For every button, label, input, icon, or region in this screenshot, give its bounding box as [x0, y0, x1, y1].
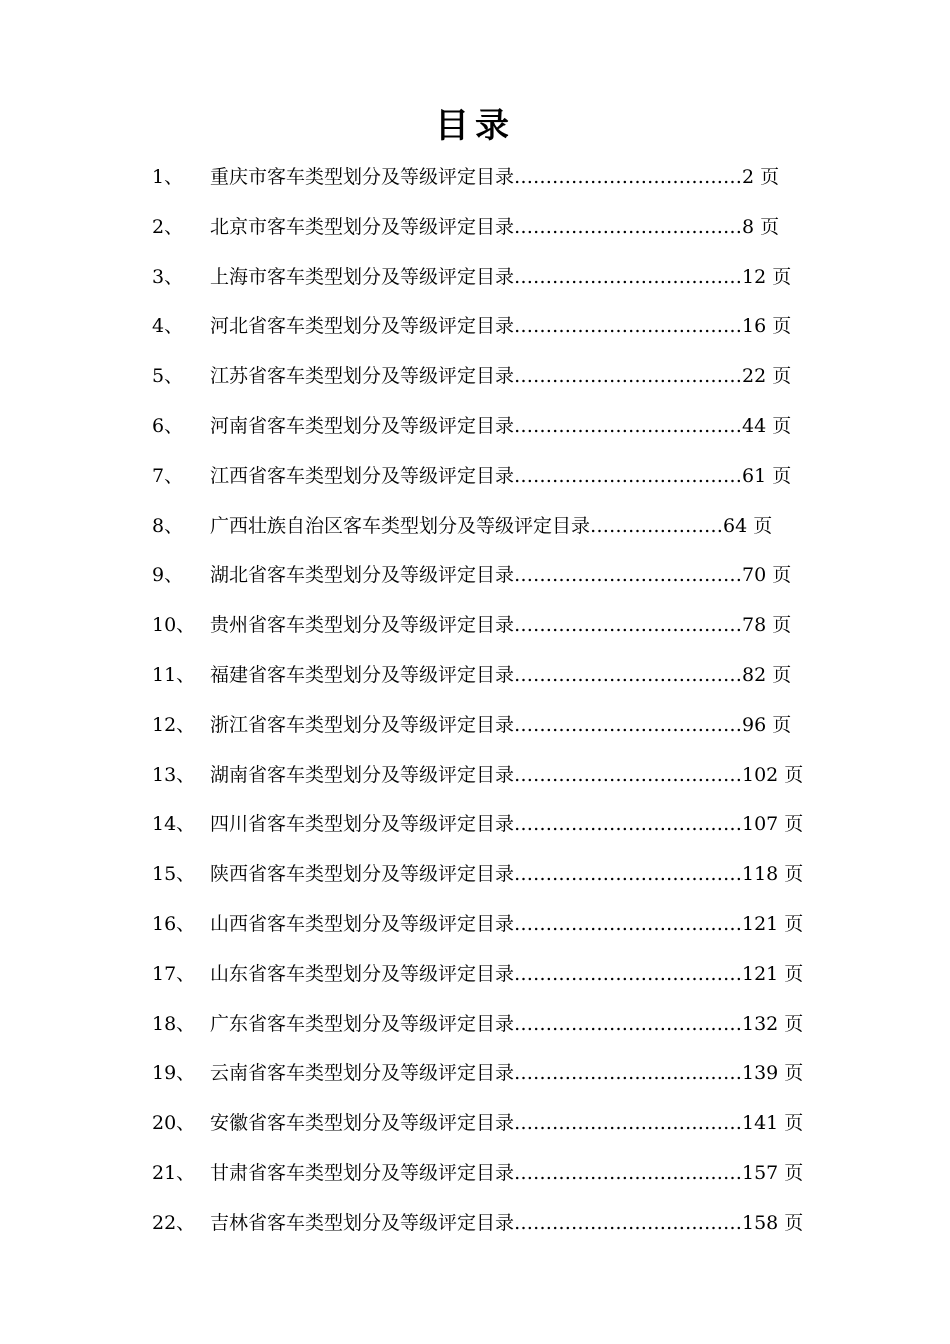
- toc-entry: [0, 1156, 950, 1190]
- toc-entry-text: 湖南省客车类型划分及等级评定目录………………………………102 页: [210, 763, 804, 786]
- toc-entry-text: 江苏省客车类型划分及等级评定目录………………………………22 页: [210, 365, 792, 388]
- toc-entry-text: 吉林省客车类型划分及等级评定目录………………………………158 页: [210, 1211, 804, 1234]
- toc-entry: [0, 1056, 950, 1090]
- toc-entry-number: 20、: [152, 1112, 196, 1135]
- toc-entry: [0, 210, 950, 244]
- toc-entry-text: 上海市客车类型划分及等级评定目录………………………………12 页: [210, 265, 792, 288]
- toc-entry-number: 11、: [152, 664, 196, 686]
- toc-entry-number: 17、: [152, 962, 196, 985]
- toc-entry-number: 18、: [152, 1012, 196, 1035]
- toc-entry-text: 云南省客车类型划分及等级评定目录………………………………139 页: [210, 1062, 804, 1085]
- toc-entry: [0, 1106, 950, 1140]
- toc-entry-text: 湖北省客车类型划分及等级评定目录………………………………70 页: [210, 564, 792, 587]
- toc-entry-text: 广西壮族自治区客车类型划分及等级评定目录…………………64 页: [210, 514, 773, 537]
- toc-entry-number: 9、: [152, 564, 184, 587]
- toc-entry-number: 6、: [152, 415, 184, 437]
- toc-entry-text: 江西省客车类型划分及等级评定目录………………………………61 页: [210, 464, 792, 487]
- toc-entry-number: 3、: [152, 265, 184, 288]
- toc-entry-text: 北京市客车类型划分及等级评定目录………………………………8 页: [210, 215, 780, 238]
- toc-entry: [0, 558, 950, 592]
- toc-entry-text: 安徽省客车类型划分及等级评定目录………………………………141 页: [210, 1112, 804, 1135]
- toc-entry-number: 15、: [152, 863, 196, 886]
- toc-entry: [0, 459, 950, 493]
- toc-entry-number: 4、: [152, 315, 184, 338]
- toc-entry: [0, 509, 950, 543]
- toc-entry-number: 22、: [152, 1211, 196, 1234]
- toc-entry: [0, 260, 950, 294]
- toc-entry-text: 重庆市客车类型划分及等级评定目录………………………………2 页: [210, 166, 780, 188]
- toc-entry-text: 福建省客车类型划分及等级评定目录………………………………82 页: [210, 664, 792, 686]
- toc-entry-number: 5、: [152, 365, 184, 388]
- toc-entry-number: 13、: [152, 763, 196, 786]
- toc-entry-number: 14、: [152, 813, 196, 836]
- toc-entry-number: 2、: [152, 215, 184, 238]
- toc-entry: [0, 608, 950, 642]
- toc-entry: [0, 160, 950, 194]
- toc-entry-number: 8、: [152, 514, 184, 537]
- page-title: 目录: [435, 106, 515, 146]
- toc-entry: [0, 857, 950, 891]
- toc-entry-text: 山西省客车类型划分及等级评定目录………………………………121 页: [210, 913, 804, 935]
- toc-entry-text: 四川省客车类型划分及等级评定目录………………………………107 页: [210, 813, 804, 836]
- toc-entry-text: 广东省客车类型划分及等级评定目录………………………………132 页: [210, 1012, 804, 1035]
- toc-entry: [0, 359, 950, 393]
- toc-entry: [0, 1007, 950, 1041]
- toc-entry-number: 21、: [152, 1162, 196, 1184]
- toc-entry: [0, 658, 950, 692]
- toc-entry-number: 12、: [152, 713, 196, 736]
- toc-entry-text: 贵州省客车类型划分及等级评定目录………………………………78 页: [210, 614, 792, 637]
- toc-entry-text: 陕西省客车类型划分及等级评定目录………………………………118 页: [210, 863, 804, 886]
- toc-entry: [0, 957, 950, 991]
- toc-entry-text: 河南省客车类型划分及等级评定目录………………………………44 页: [210, 415, 792, 437]
- toc-entry-text: 甘肃省客车类型划分及等级评定目录………………………………157 页: [210, 1162, 804, 1184]
- toc-entry-number: 19、: [152, 1062, 196, 1085]
- toc-entry-number: 16、: [152, 913, 196, 935]
- toc-entry: [0, 907, 950, 941]
- toc-entry-text: 河北省客车类型划分及等级评定目录………………………………16 页: [210, 315, 792, 338]
- toc-entry: [0, 1206, 950, 1240]
- toc-entry: [0, 708, 950, 742]
- toc-entry-number: 10、: [152, 614, 196, 637]
- toc-entry-text: 浙江省客车类型划分及等级评定目录………………………………96 页: [210, 713, 792, 736]
- toc-entry: [0, 758, 950, 792]
- toc-entry: [0, 309, 950, 343]
- toc-entry-text: 山东省客车类型划分及等级评定目录………………………………121 页: [210, 962, 804, 985]
- toc-entry: [0, 409, 950, 443]
- toc-entry-number: 1、: [152, 166, 184, 188]
- toc-entry: [0, 807, 950, 841]
- toc-entry-number: 7、: [152, 464, 184, 487]
